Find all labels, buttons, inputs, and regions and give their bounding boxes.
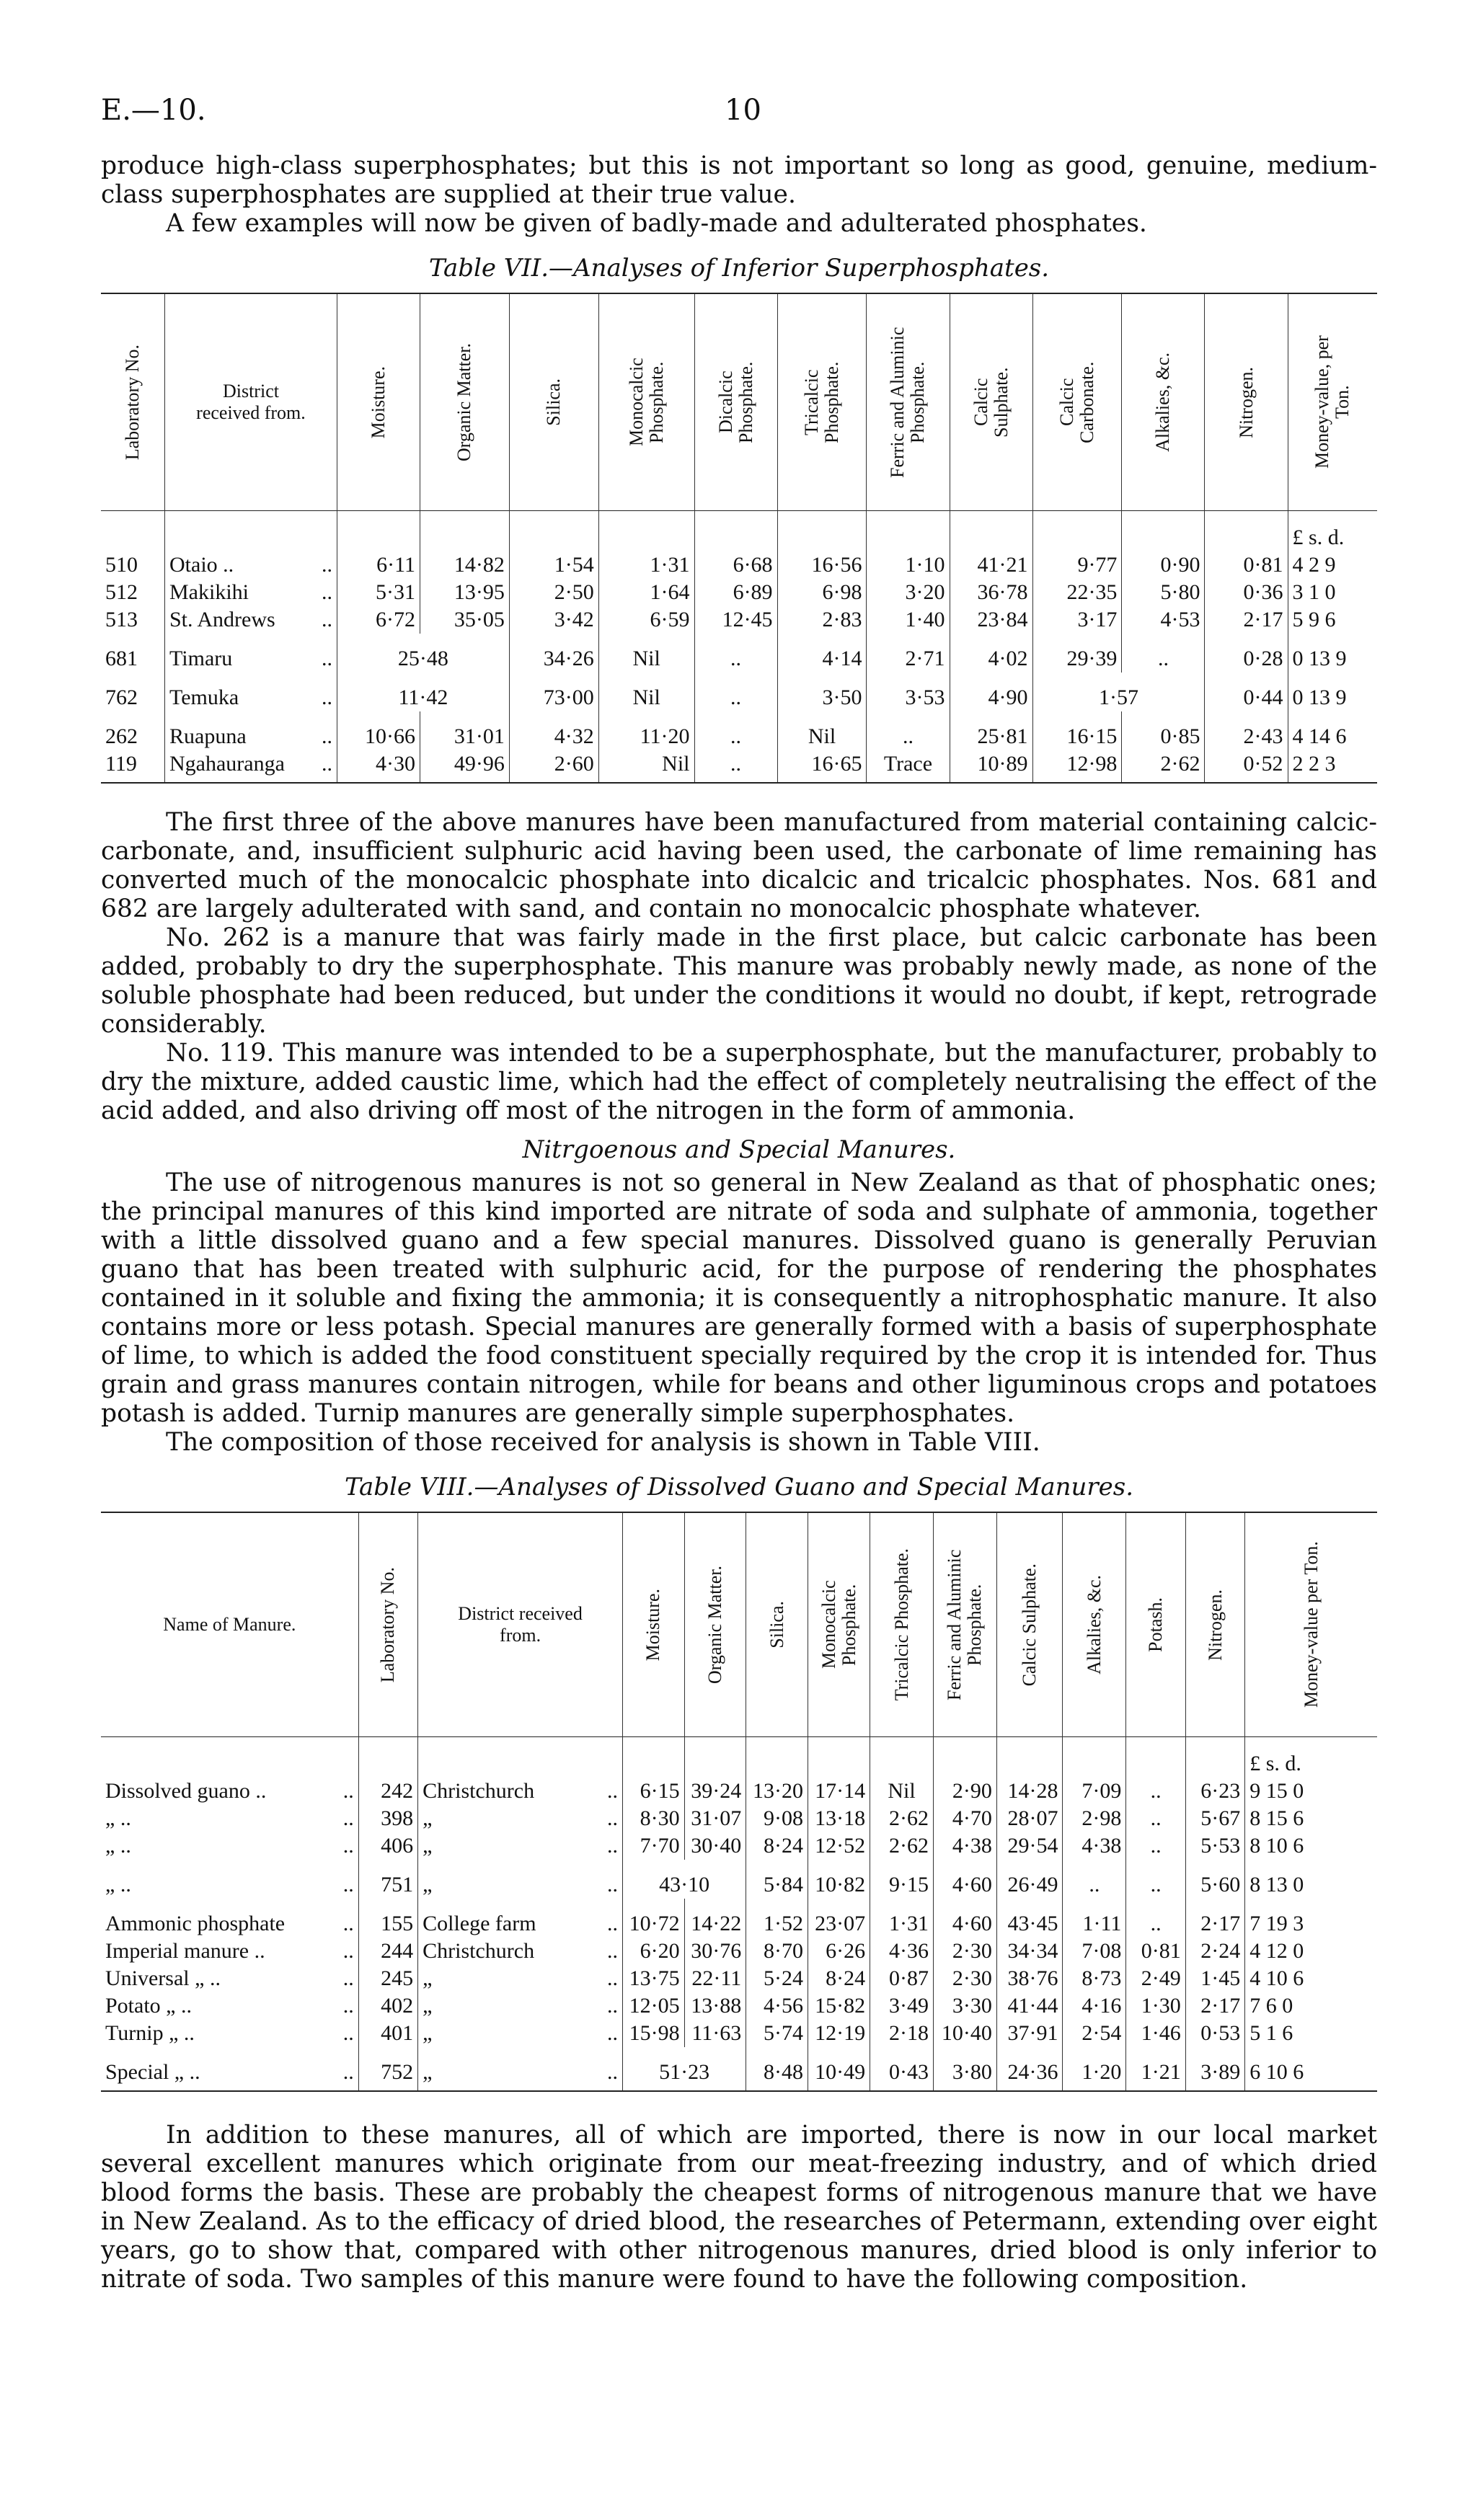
table7-caption: Table VII.—Analyses of Inferior Superphosphates.: [428, 254, 1050, 283]
document-page: [101, 94, 1377, 2294]
table8-col-header: Alkalies, &c.: [1063, 1512, 1126, 1737]
table8-currency-row: £ s. d.: [101, 1737, 1377, 1778]
table-row: 512 Makikihi .. 5·31 13·95 2·50 1·64 6·89 6·98 3·20 36·78 22·35 5·80 0·36 3 1 0: [101, 579, 1377, 606]
table7-col-header: District received from.: [165, 293, 337, 511]
table-row: 513 St. Andrews .. 6·72 35·05 3·42 6·59 12·45 2·83 1·40 23·84 3·17 4·53 2·17 5 9 6: [101, 606, 1377, 634]
table8-col-header: Silica.: [746, 1512, 808, 1737]
intro-paragraph-1: produce high-class superphosphates; but this is not important so long as good, genuine, medium-class superphosphates are supplied at their true value.: [101, 151, 1377, 209]
table7-col-header: Alkalies, &c.: [1122, 293, 1205, 511]
table-row: Imperial manure .. .. 244 Christchurch .. 6·20 30·76 8·70 6·26 4·36 2·30 34·34 7·08 0·81 2·24 4 12 0: [101, 1938, 1377, 1965]
table-row: 762 Temuka .. 11·42 73·00 Nil .. 3·50 3·53 4·90 1·57 0·44 0 13 9: [101, 673, 1377, 711]
table7-col-header: Silica.: [509, 293, 598, 511]
table-row: „ .. .. 406 „ .. 7·70 30·40 8·24 12·52 2·62 4·38 29·54 4·38 .. 5·53 8 10 6: [101, 1832, 1377, 1860]
table8-body: [101, 1737, 1377, 2092]
table-row: Ammonic phosphate .. 155 College farm .. 10·72 14·22 1·52 23·07 1·31 4·60 43·45 1·11 .. 2·17 7 19 3: [101, 1899, 1377, 1938]
closing-paragraph: In addition to these manures, all of which are imported, there is now in our local market several excellent manures which originate from our meat-freezing industry, and of which dried blood forms the basis. These are probably the cheapest forms of nitrogenous manure that we have in New Zealand. As to the efficacy of dried blood, the researches of Petermann, extending over eight years, go to show that, compared with other nitrogenous manures, dried blood is only inferior to nitrate of soda. Two samples of this manure were found to have the following composition.: [101, 2121, 1377, 2294]
table-row: Dissolved guano .. .. 242 Christchurch .. 6·15 39·24 13·20 17·14 Nil 2·90 14·28 7·09 .. 6·23 9 15 0: [101, 1778, 1377, 1805]
page-number: 10: [725, 94, 761, 127]
table7-header-row: [101, 293, 1377, 511]
table8-col-header: Tricalcic Phosphate.: [870, 1512, 934, 1737]
table7-col-header: Organic Matter.: [420, 293, 509, 511]
table8-col-header: District received from.: [418, 1512, 623, 1737]
body-paragraph: The use of nitrogenous manures is not so general in New Zealand as that of phosphatic ones; the principal manures of this kind imported are nitrate of soda and sulphate of ammonia, together with a little dissolved guano and a few special manures. Dissolved guano is generally Peruvian guano that has been treated with sulphuric acid, for the purpose of rendering the phosphates contained in it soluble and fixing the ammonia; it is consequently a nitrophosphatic manure. It also contains more or less potash. Special manures are generally formed with a basis of superphosphate of lime, to which is added the food constituent specially required by the crop it is intended for. Thus grain and grass manures contain nitrogen, while for beans and other liguminous crops and potatoes potash is added. Turnip manures are generally simple superphosphates.: [101, 1168, 1377, 1428]
table7-col-header: Dicalcic Phosphate.: [694, 293, 777, 511]
table8-caption: Table VIII.—Analyses of Dissolved Guano and Special Manures.: [344, 1473, 1134, 1501]
table8-col-header: Monocalcic Phosphate.: [808, 1512, 870, 1737]
table7-currency-row: £ s. d.: [101, 511, 1377, 552]
table8-dissolved-guano: [101, 1512, 1377, 2092]
table-row: Special „ .. .. 752 „ .. 51·23 8·48 10·49 0·43 3·80 24·36 1·20 1·21 3·89 6 10 6: [101, 2047, 1377, 2091]
table7-col-header: Moisture.: [337, 293, 420, 511]
table8-header-row: [101, 1512, 1377, 1737]
table8-col-header: Potash.: [1126, 1512, 1185, 1737]
table8-col-header: Moisture.: [623, 1512, 685, 1737]
table7-col-header: Money-value, per Ton.: [1288, 293, 1377, 511]
table-row: 681 Timaru .. 25·48 34·26 Nil .. 4·14 2·71 4·02 29·39 .. 0·28 0 13 9: [101, 634, 1377, 673]
table8-col-header: Money-value per Ton.: [1245, 1512, 1377, 1737]
table8-col-header: Nitrogen.: [1185, 1512, 1244, 1737]
body-paragraph: No. 262 is a manure that was fairly made in the first place, but calcic carbonate has been added, probably to dry the superphosphate. This manure was probably newly made, as none of the soluble phosphate had been reduced, but under the conditions it would no doubt, if kept, retrograde considerably.: [101, 923, 1377, 1039]
page-header: [101, 94, 1377, 151]
body-paragraph: No. 119. This manure was intended to be a superphosphate, but the manufacturer, probably to dry the mixture, added caustic lime, which had the effect of completely neutralising the effect of the acid added, and also driving off most of the nitrogen in the form of ammonia.: [101, 1039, 1377, 1125]
body-paragraph: The first three of the above manures have been manufactured from material containing calcic-carbonate, and, insufficient sulphuric acid having been used, the carbonate of lime remaining has converted much of the monocalcic phosphate into dicalcic and tricalcic phosphates. Nos. 681 and 682 are largely adulterated with sand, and contain no monocalcic phosphate whatever.: [101, 808, 1377, 923]
table8-col-header: Calcic Sulphate.: [996, 1512, 1063, 1737]
table8-col-header: Ferric and Aluminic Phosphate.: [933, 1512, 996, 1737]
table8-col-header: Name of Manure.: [163, 1614, 296, 1635]
table7-col-header: Nitrogen.: [1205, 293, 1288, 511]
table8-col-header: Organic Matter.: [684, 1512, 746, 1737]
intro-paragraph-2: A few examples will now be given of badly-made and adulterated phosphates.: [166, 209, 1147, 238]
table-row: 262 Ruapuna .. 10·66 31·01 4·32 11·20 .. Nil .. 25·81 16·15 0·85 2·43 4 14 6: [101, 711, 1377, 750]
table7-col-header: Calcic Sulphate.: [950, 293, 1032, 511]
table7-col-header: Laboratory No.: [122, 344, 143, 461]
table-row: Turnip „ .. .. 401 „ .. 15·98 11·63 5·74 12·19 2·18 10·40 37·91 2·54 1·46 0·53 5 1 6: [101, 2020, 1377, 2047]
body-paragraph: The composition of those received for analysis is shown in Table VIII.: [166, 1428, 1040, 1457]
report-reference: E.—10.: [101, 94, 206, 127]
table7-col-header: Calcic Carbonate.: [1032, 293, 1122, 511]
table-row: Universal „ .. .. 245 „ .. 13·75 22·11 5·24 8·24 0·87 2·30 38·76 8·73 2·49 1·45 4 10 6: [101, 1965, 1377, 1992]
table8-col-header: Laboratory No.: [358, 1512, 417, 1737]
table-row: „ .. .. 751 „ .. 43·10 5·84 10·82 9·15 4·60 26·49 .. .. 5·60 8 13 0: [101, 1860, 1377, 1899]
table-row: Potato „ .. .. 402 „ .. 12·05 13·88 4·56 15·82 3·49 3·30 41·44 4·16 1·30 2·17 7 6 0: [101, 1992, 1377, 2020]
section-heading: Nitrgoenous and Special Manures.: [522, 1135, 956, 1164]
table7-col-header: Ferric and Aluminic Phosphate.: [867, 293, 950, 511]
table7-inferior-superphosphates: [101, 293, 1377, 784]
table7-col-header: Monocalcic Phosphate.: [598, 293, 694, 511]
table-row: „ .. .. 398 „ .. 8·30 31·07 9·08 13·18 2·62 4·70 28·07 2·98 .. 5·67 8 15 6: [101, 1805, 1377, 1832]
table-row: 510 Otaio .. .. 6·11 14·82 1·54 1·31 6·68 16·56 1·10 41·21 9·77 0·90 0·81 4 2 9: [101, 551, 1377, 579]
table-row: 119 Ngahauranga .. 4·30 49·96 2·60 Nil .. 16·65 Trace 10·89 12·98 2·62 0·52 2 2 3: [101, 750, 1377, 783]
table7-col-header: Tricalcic Phosphate.: [777, 293, 867, 511]
